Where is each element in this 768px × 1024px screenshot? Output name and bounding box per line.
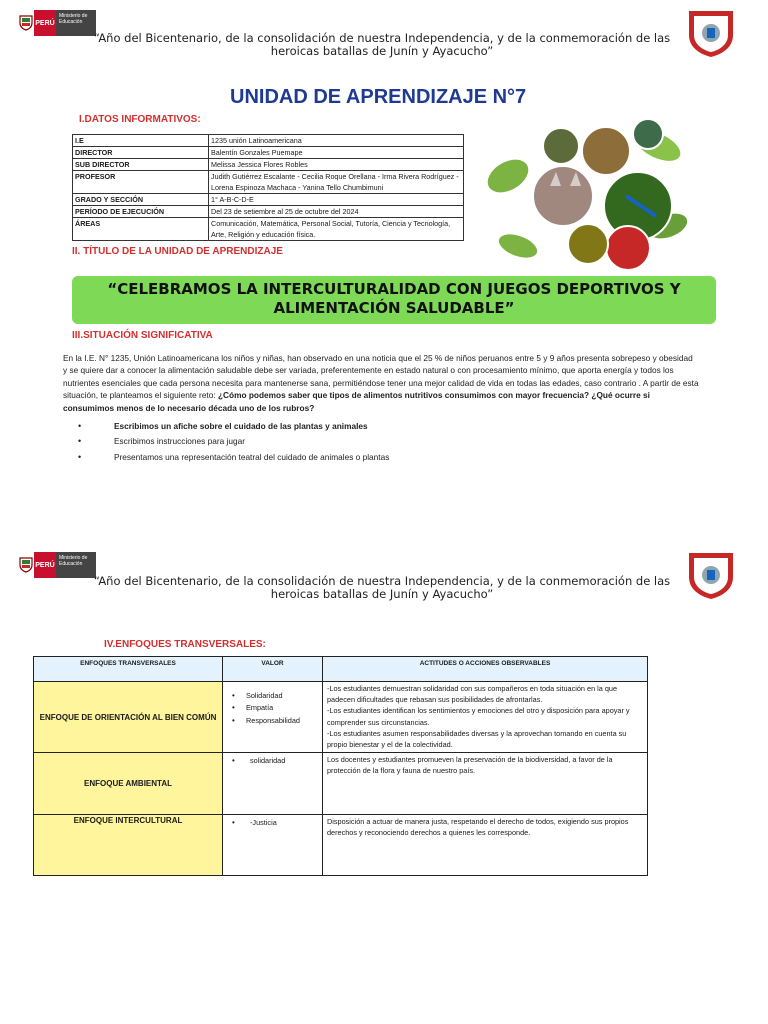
valor-cell (223, 753, 323, 815)
enfoque-cell: ENFOQUE AMBIENTAL (34, 753, 223, 815)
info-table (72, 134, 464, 241)
column-header: ACTITUDES O ACCIONES OBSERVABLES (323, 657, 648, 682)
acciones-cell: -Los estudiantes demuestran solidaridad con sus compañeros en toda situación en la que padecen dificultades que rebasan sus posibilidades de afrontarlas. -Los estudiantes identifican los sentimientos y emociones del otro y disposición para apoyar y comprender sus circunstancias. -Los estudiantes asumen responsabilidades diversas y la aprovechan tomando en cuenta su propio bienestar y el de la colectividad. (323, 682, 648, 753)
table-row (73, 147, 464, 159)
valor-item: -Justicia (250, 817, 277, 827)
product-item: Presentamos una representación teatral del cuidado de animales o plantas (114, 451, 390, 462)
situation-question: ¿Cómo podemos saber que tipos de alimentos nutritivos consumimos con mayor frecuencia? ¿Qué ocurre si consumimos menos de lo necesario década uno de los rubros? (63, 390, 650, 413)
list-item: • Escribimos un afiche sobre el cuidado de las plantas y animales (78, 420, 368, 431)
valor-cell (223, 682, 323, 753)
product-item: Escribimos instrucciones para jugar (114, 436, 245, 447)
unit-name-banner: “CELEBRAMOS LA INTERCULTURALIDAD CON JUEGOS DEPORTIVOS Y ALIMENTACIÓN SALUDABLE” (72, 276, 716, 324)
peru-shield-icon (18, 12, 34, 34)
table-row (34, 753, 648, 815)
table-row (73, 194, 464, 206)
peru-label: PERÚ (34, 10, 56, 36)
info-key: ÁREAS (73, 218, 209, 241)
page-title: UNIDAD DE APRENDIZAJE N°7 (230, 86, 527, 108)
valor-item: Solidaridad (246, 690, 283, 700)
info-value: Comunicación, Matemática, Personal Social, Tutoría, Ciencia y Tecnología, Arte, Religión y educación física. (209, 218, 464, 241)
section-datos-informativos: I.DATOS INFORMATIVOS: (79, 114, 201, 125)
table-row (73, 171, 464, 194)
year-motto: “Año del Bicentenario, de la consolidación de nuestra Independencia, y de la conmemoración de las heroicas batallas de Junín y Ayacucho” (93, 31, 671, 58)
school-crest-icon (686, 550, 736, 600)
ministry-label: Ministerio de Educación (56, 552, 96, 578)
table-row (73, 218, 464, 241)
table-header-row (34, 657, 648, 682)
situation-paragraph (63, 352, 699, 414)
products-list (60, 418, 660, 465)
info-key: DIRECTOR (73, 147, 209, 159)
list-item: • Responsabilidad (232, 715, 300, 725)
nature-collage-image (478, 116, 690, 276)
enfoques-table (33, 656, 648, 876)
section-situacion-significativa: III.SITUACIÓN SIGNIFICATIVA (72, 330, 213, 341)
column-header: ENFOQUES TRANSVERSALES (34, 657, 223, 682)
valor-item: solidaridad (250, 755, 286, 765)
enfoque-cell: ENFOQUE INTERCULTURAL (34, 815, 223, 876)
product-item: Escribimos un afiche sobre el cuidado de las plantas y animales (114, 420, 368, 431)
table-row (34, 815, 648, 876)
info-key: PROFESOR (73, 171, 209, 194)
list-item: • Presentamos una representación teatral del cuidado de animales o plantas (78, 451, 390, 462)
table-row (34, 682, 648, 753)
list-item: • solidaridad (232, 755, 286, 765)
section-titulo-unidad: II. TÍTULO DE LA UNIDAD DE APRENDIZAJE (72, 246, 283, 257)
column-header: VALOR (223, 657, 323, 682)
situation-text: En la I.E. N° 1235, Unión Latinoamericana los niños y niñas, han observado en una noticia que (63, 353, 415, 363)
peru-shield-icon (18, 554, 34, 576)
info-value: Balentín Gonzales Puemape (209, 147, 464, 159)
info-value: Del 23 de setiembre al 25 de octubre del 2024 (209, 206, 464, 218)
situation-highlight: el 25 % de niños peruanos entre 5 y 9 años presenta sobrepeso y obesidad (414, 353, 693, 363)
info-key: GRADO Y SECCIÓN (73, 194, 209, 206)
school-crest-icon (686, 8, 736, 58)
list-item: • Escribimos instrucciones para jugar (78, 436, 245, 447)
info-value: 1° A-B-C-D-E (209, 194, 464, 206)
info-value: 1235 unión Latinoamericana (209, 135, 464, 147)
acciones-cell: Disposición a actuar de manera justa, respetando el derecho de todos, exigiendo sus propios derechos y reconociendo derechos a quienes les corresponde. (323, 815, 648, 876)
section-enfoques: IV.ENFOQUES TRANSVERSALES: (104, 639, 266, 650)
table-row (73, 159, 464, 171)
peru-label: PERÚ (34, 552, 56, 578)
valor-item: Responsabilidad (246, 715, 300, 725)
table-row (73, 206, 464, 218)
situation-text-cont: y se quiere dar a conocer la alimentación saludable debe ser variada, preferentemente en estado natural o con procesamiento mínimo, que aporta energía y todos los nutrientes esenciales que cada persona necesita para mantenerse sana, permitiéndose tener una mejor calidad de vida en todas las edades, caso contrario . A partir de esta situación, te planteamos el siguiente reto: (63, 365, 699, 401)
valor-item: Empatía (246, 703, 274, 713)
acciones-cell: Los docentes y estudiantes promueven la preservación de la biodiversidad, a favor de la protección de la flora y fauna de nuestro país. (323, 753, 648, 815)
info-key: I.E (73, 135, 209, 147)
ministry-label: Ministerio de Educación (56, 10, 96, 36)
enfoque-cell: ENFOQUE DE ORIENTACIÓN AL BIEN COMÚN (34, 682, 223, 753)
valor-cell (223, 815, 323, 876)
year-motto-page2: “Año del Bicentenario, de la consolidación de nuestra Independencia, y de la conmemoración de las heroicas batallas de Junín y Ayacucho” (93, 574, 671, 601)
table-row (73, 135, 464, 147)
list-item: • -Justicia (232, 817, 277, 827)
info-key: SUB DIRECTOR (73, 159, 209, 171)
list-item: • Solidaridad (232, 690, 283, 700)
info-value: Melissa Jessica Flores Robles (209, 159, 464, 171)
info-key: PERÍODO DE EJECUCIÓN (73, 206, 209, 218)
list-item: • Empatía (232, 703, 274, 713)
info-value: Judith Gutiérrez Escalante - Cecilia Roque Orellana - Irma Rivera Rodríguez - Lorena Espinoza Machaca - Yanina Tello Chumbimuni (209, 171, 464, 194)
